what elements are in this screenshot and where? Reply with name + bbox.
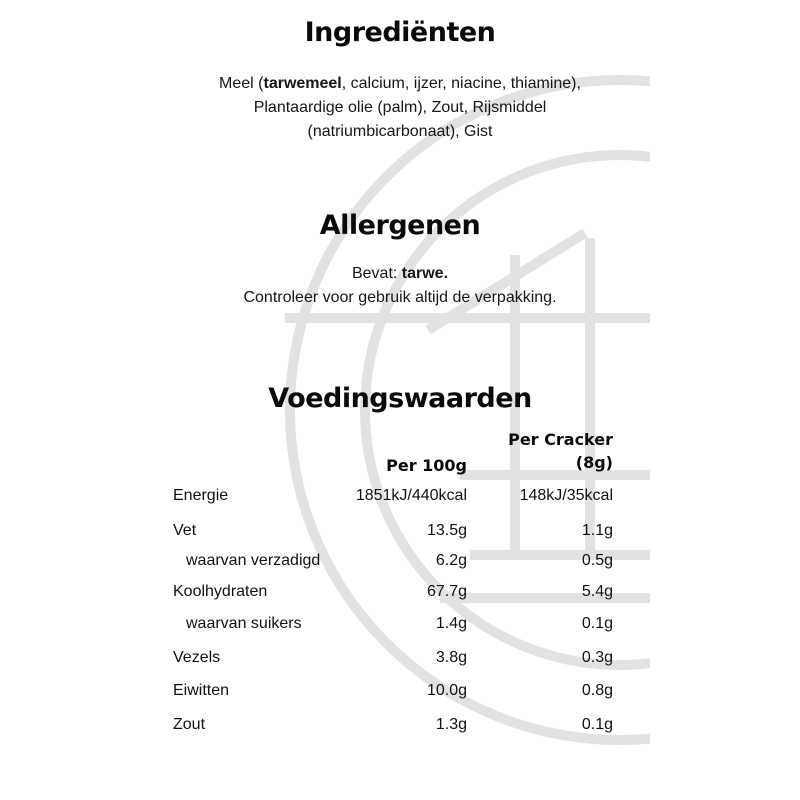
row-label: Vezels (173, 649, 221, 666)
nutrition-row-eiwitten (0, 679, 800, 703)
row-label: Eiwitten (173, 682, 230, 699)
allergens-line-2: Controleer voor gebruik altijd de verpakking. (243, 289, 557, 306)
value-per-cracker: 0.1g (581, 716, 613, 733)
value-per-100g: 10.0g (426, 682, 467, 699)
row-label: Zout (173, 716, 206, 733)
nutrition-row-vet (0, 519, 800, 543)
row-label: Koolhydraten (173, 583, 268, 600)
column-header-per-cracker: Per Cracker (8g) (508, 430, 613, 472)
value-per-100g: 3.8g (435, 649, 467, 666)
ingredients-line-2: Plantaardige olie (palm), Zout, Rijsmiddel (253, 99, 547, 116)
row-label: waarvan verzadigd (186, 552, 321, 569)
value-per-cracker: 148kJ/35kcal (519, 487, 613, 504)
value-per-cracker: 0.1g (581, 615, 613, 632)
allergens-line-1: Bevat: tarwe. (351, 265, 449, 282)
ingredients-line-3: (natriumbicarbonaat), Gist (307, 123, 493, 140)
value-per-cracker: 0.5g (581, 552, 613, 569)
value-per-cracker: 1.1g (581, 522, 613, 539)
value-per-cracker: 0.8g (581, 682, 613, 699)
nutrition-row-suikers (0, 612, 800, 636)
nutrition-row-energie (0, 484, 800, 508)
row-label: waarvan suikers (186, 615, 302, 632)
allergens-text (0, 262, 800, 310)
value-per-100g: 67.7g (426, 583, 467, 600)
ingredients-title: Ingrediënten (304, 17, 496, 48)
ingredients-allergen-highlight: tarwemeel (263, 75, 342, 92)
row-label: Vet (173, 522, 197, 539)
allergens-highlight: tarwe. (401, 265, 449, 282)
row-label: Energie (173, 487, 229, 504)
nutrition-row-koolhydraten (0, 580, 800, 604)
nutrition-row-vezels (0, 646, 800, 670)
value-per-100g: 1.3g (435, 716, 467, 733)
value-per-cracker: 5.4g (581, 583, 613, 600)
ingredients-text (0, 72, 800, 144)
value-per-100g: 1.4g (435, 615, 467, 632)
value-per-cracker: 0.3g (581, 649, 613, 666)
value-per-100g: 13.5g (426, 522, 467, 539)
value-per-100g: 1851kJ/440kcal (355, 487, 467, 504)
allergens-title: Allergenen (319, 210, 481, 241)
nutrition-row-zout (0, 713, 800, 737)
value-per-100g: 6.2g (435, 552, 467, 569)
nutrition-row-verzadigd (0, 549, 800, 573)
ingredients-line-1: Meel (tarwemeel, calcium, ijzer, niacine, thiamine), (219, 75, 581, 92)
column-header-per-100g: Per 100g (386, 456, 467, 475)
nutrition-title: Voedingswaarden (268, 383, 532, 414)
